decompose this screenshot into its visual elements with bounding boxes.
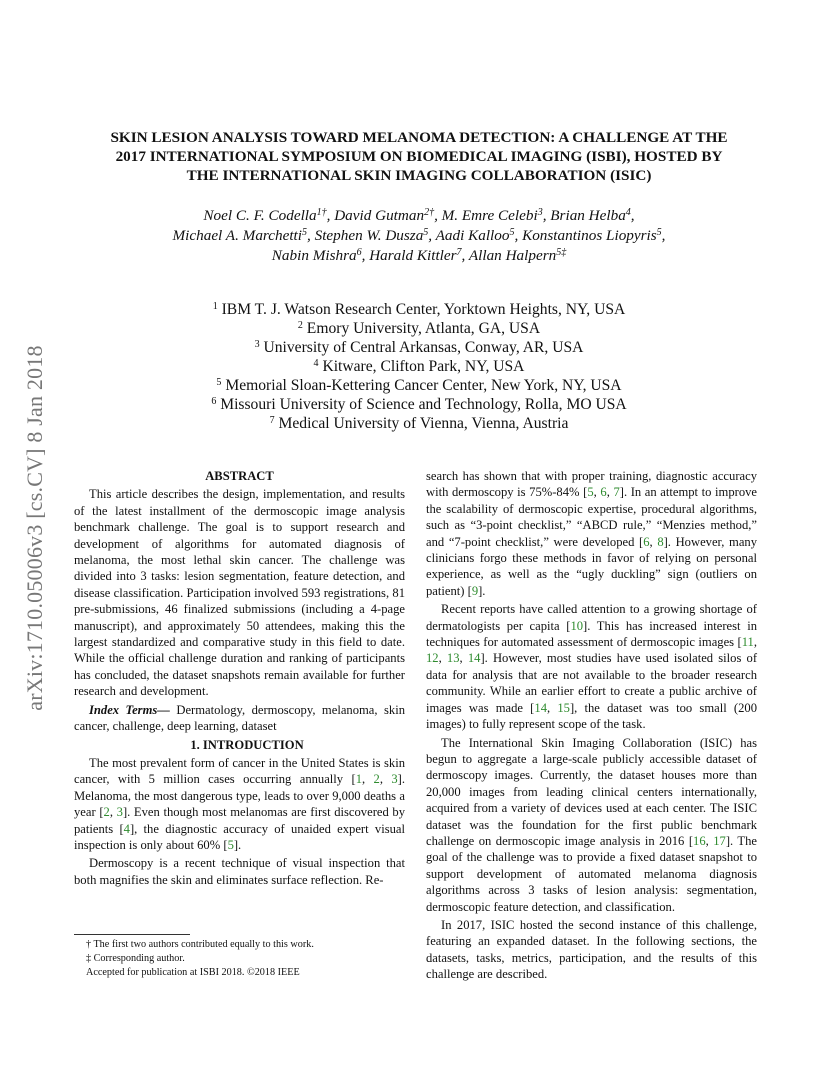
affiliation-item <box>74 338 764 357</box>
footnote-corresponding-author: ‡ Corresponding author. <box>86 953 185 964</box>
affiliation-text: University of Central Arkansas, Conway, AR, USA <box>263 339 584 356</box>
author-mark: 5 <box>423 227 429 238</box>
index-terms-text: Dermatology, dermoscopy, melanoma, skin cancer, challenge, deep learning, dataset <box>74 702 405 734</box>
citation-link[interactable]: 16 <box>693 833 706 848</box>
citation-link[interactable]: 17 <box>713 833 726 848</box>
author-list <box>74 206 764 266</box>
citation-link[interactable]: 2 <box>103 805 110 820</box>
author-name: Aadi Kalloo <box>435 227 510 244</box>
affiliation-text: IBM T. J. Watson Research Center, Yorktown Heights, NY, USA <box>221 301 626 318</box>
title-line-2: 2017 INTERNATIONAL SYMPOSIUM ON BIOMEDICAL IMAGING (ISBI), HOSTED BY <box>115 148 723 165</box>
affiliation-item <box>74 376 764 395</box>
affiliation-number: 3 <box>254 339 260 350</box>
index-terms-label: Index Terms— <box>89 702 170 717</box>
affiliation-number: 7 <box>269 415 275 426</box>
affiliation-list <box>74 300 764 433</box>
author-mark: 6 <box>356 247 362 258</box>
affiliation-item <box>74 414 764 433</box>
citation-link[interactable]: 10 <box>570 618 584 633</box>
affiliation-text: Medical University of Vienna, Vienna, Austria <box>278 415 569 432</box>
affiliation-item <box>74 300 764 319</box>
citation-link[interactable]: 5 <box>587 485 594 500</box>
index-terms <box>74 702 405 735</box>
author-mark: 2† <box>424 207 435 218</box>
affiliation-item <box>74 357 764 376</box>
author-sep: , <box>361 247 370 264</box>
title-line-1: SKIN LESION ANALYSIS TOWARD MELANOMA DETECTION: A CHALLENGE AT THE <box>110 129 728 146</box>
citation-link[interactable]: 2 <box>373 772 380 787</box>
affiliation-number: 5 <box>216 377 222 388</box>
author-line-2 <box>74 226 764 246</box>
intro-paragraph-1: The most prevalent form of cancer in the United States is skin cancer, with 5 million cases occurring annually [1, 2, 3]. Melanoma, the most dangerous type, leads to over 9,000 deaths a year [2, 3]. Even though most melanomas are first discovered by patients [4], the diagnostic accuracy of unaided expert visual inspection is only about 60% [5]. <box>74 755 406 852</box>
citation-link[interactable]: 14 <box>467 651 481 666</box>
author-sep: , <box>434 207 442 224</box>
author-mark: 1† <box>316 207 327 218</box>
author-sep: , <box>661 227 666 244</box>
author-sep: , <box>542 207 551 224</box>
intro-paragraph-5: In 2017, ISIC hosted the second instance of this challenge, featuring an expanded dataset. In the following sections, the datasets, tasks, metrics, participation, and the results of this challenge are described. <box>426 917 757 982</box>
affiliation-text: Memorial Sloan-Kettering Cancer Center, New York, NY, USA <box>225 377 622 394</box>
intro-paragraph-2-start: Dermoscopy is a recent technique of visual inspection that both magnifies the skin and eliminates surface reflection. Re- <box>74 856 405 887</box>
author-name: Nabin Mishra <box>271 247 357 264</box>
citation-link[interactable]: 12 <box>426 651 439 666</box>
author-name: Michael A. Marchetti <box>172 227 302 244</box>
citation-link[interactable]: 9 <box>471 583 479 598</box>
affiliation-number: 4 <box>313 358 319 369</box>
citation-link[interactable]: 11 <box>741 635 754 650</box>
arxiv-identifier: arXiv:1710.05006v3 [cs.CV] 8 Jan 2018 <box>22 345 47 711</box>
footnote-copyright: Accepted for publication at ISBI 2018. ©2018 IEEE <box>86 967 300 978</box>
footnote-rule <box>74 934 190 935</box>
citation-link[interactable]: 3 <box>391 772 398 787</box>
intro-paragraph-3: Recent reports have called attention to a growing shortage of dermatologists per capita [10]. This has increased interest in techniques for automated assessment of dermoscopic images [11, 12, 13, 14]. However, most studies have used isolated silos of data for analysis that are not available to the broader research community. While an earlier effort to create a public archive of images was made [14, 15], the dataset was too small (200 images) to fully represent scope of the task. <box>426 602 758 732</box>
affiliation-number: 1 <box>212 301 218 312</box>
citation-link[interactable]: 14 <box>534 700 547 715</box>
abstract-heading: ABSTRACT <box>205 469 274 483</box>
citation-link[interactable]: 4 <box>123 821 130 836</box>
affiliation-item <box>74 395 764 414</box>
citation-link[interactable]: 13 <box>446 651 460 666</box>
author-name: David Gutman <box>334 207 425 224</box>
author-mark: 5‡ <box>556 247 567 258</box>
author-sep: , <box>630 207 635 224</box>
author-name: Brian Helba <box>550 207 626 224</box>
author-name: Stephen W. Dusza <box>314 227 424 244</box>
citation-link[interactable]: 5 <box>227 837 234 852</box>
introduction-heading: 1. INTRODUCTION <box>190 737 304 752</box>
author-name: Konstantinos Liopyris <box>522 227 657 244</box>
footnotes <box>74 934 405 980</box>
intro-paragraph-2-end: search has shown that with proper training, diagnostic accuracy with dermoscopy is 75%-84% [5, 6, 7]. In an attempt to improve the scalability of dermoscopic expertise, procedural algorithms, such as “3-point checklist,” “ABCD rule,” “Menzies method,” and “7-point checklist,” were developed [6, 8]. However, many clinicians forgo these methods in favor of relying on personal experience, as well as the “ugly duckling” sign (outliers on patient) [9]. <box>426 469 758 598</box>
author-mark: 4 <box>625 207 631 218</box>
left-column <box>74 468 405 888</box>
author-mark: 5 <box>302 227 307 238</box>
citation-link[interactable]: 6 <box>600 485 607 500</box>
citation-link[interactable]: 8 <box>657 534 664 549</box>
citation-link[interactable]: 1 <box>355 772 362 787</box>
arxiv-sidebar <box>20 298 50 758</box>
author-mark: 3 <box>537 207 543 218</box>
title-line-3: THE INTERNATIONAL SKIN IMAGING COLLABORATION (ISIC) <box>186 167 652 184</box>
author-line-3 <box>74 246 764 266</box>
citation-link[interactable]: 7 <box>613 485 620 500</box>
footnote-equal-contribution: † The first two authors contributed equally to this work. <box>86 939 314 950</box>
affiliation-text: Missouri University of Science and Technology, Rolla, MO USA <box>220 396 627 413</box>
author-mark: 7 <box>456 247 462 258</box>
intro-paragraph-4: The International Skin Imaging Collaboration (ISIC) has begun to aggregate a large-scale publicly accessible dataset of dermoscopy images. Currently, the dataset houses more than 20,000 images from leading clinical centers internationally, acquired from a variety of devices used at each center. The ISIC dataset was the foundation for the first public benchmark challenge on dermoscopic image analysis in 2016 [16, 17]. The goal of the challenge was to provide a fixed dataset snapshot to support development of automated melanoma diagnosis algorithms across 3 tasks of lesion analysis: segmentation, dermoscopic feature detection, and classification. <box>426 735 758 914</box>
author-name: Allan Halpern <box>468 247 557 264</box>
author-name: M. Emre Celebi <box>441 207 538 224</box>
author-mark: 5 <box>656 227 662 238</box>
citation-link[interactable]: 15 <box>557 700 570 715</box>
affiliation-number: 6 <box>211 396 217 407</box>
affiliation-item <box>74 319 764 338</box>
affiliation-number: 2 <box>297 320 303 331</box>
author-sep: , <box>326 207 335 224</box>
abstract-text: This article describes the design, implementation, and results of the latest installment of the dermoscopic image analysis benchmark challenge. The goal is to support research and development of algorithms for automated diagnosis of melanoma, the most lethal skin cancer. The challenge was divided into 3 tasks: lesion segmentation, feature detection, and disease classification. Participation involved 593 registrations, 81 pre-submissions, 46 finalized submissions (including a 4-page manuscript), and approximately 50 attendees, making this the largest standardized and comparative study in this field to date. While the official challenge duration and ranking of participants has concluded, the dataset snapshots remain available for further research and development. <box>74 487 405 699</box>
author-sep: , <box>461 247 469 264</box>
author-sep: , <box>307 227 315 244</box>
affiliation-text: Emory University, Atlanta, GA, USA <box>306 320 541 337</box>
author-name: Harald Kittler <box>369 247 457 264</box>
author-mark: 5 <box>509 227 515 238</box>
citation-link[interactable]: 3 <box>116 805 123 820</box>
author-sep: , <box>428 227 436 244</box>
author-sep: , <box>514 227 523 244</box>
citation-link[interactable]: 6 <box>643 534 650 549</box>
author-line-1 <box>74 206 764 226</box>
right-column <box>426 468 757 983</box>
paper-title <box>74 128 764 185</box>
author-name: Noel C. F. Codella <box>203 207 317 224</box>
affiliation-text: Kitware, Clifton Park, NY, USA <box>322 358 525 375</box>
